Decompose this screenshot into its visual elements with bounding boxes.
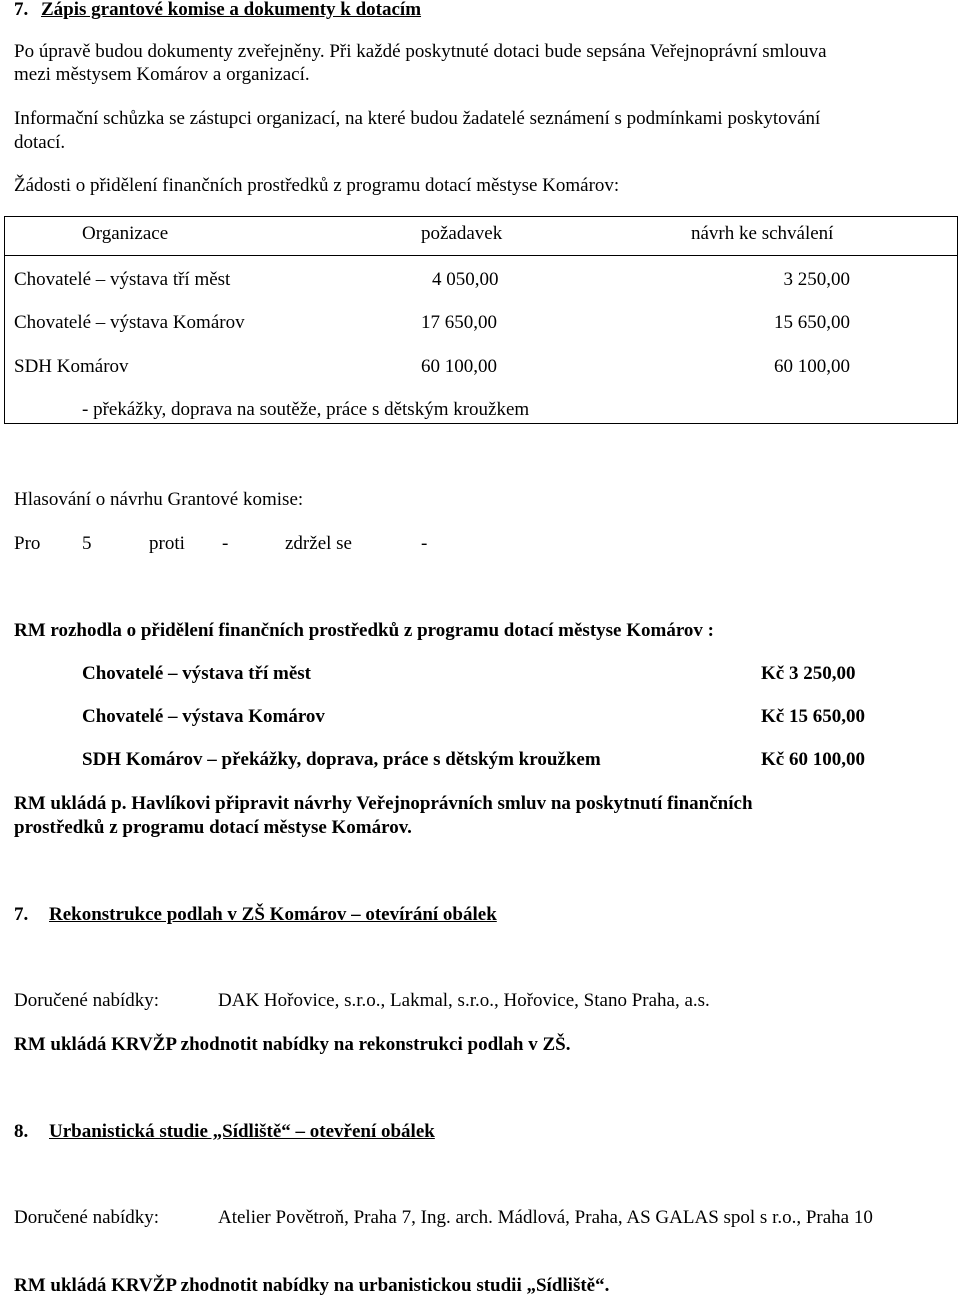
- table-cell-request: 60 100,00: [421, 356, 497, 377]
- table-header-request: požadavek: [421, 223, 503, 244]
- section-task: RM ukládá KRVŽP zhodnotit nabídky na rekonstrukci podlah v ZŠ.: [14, 1034, 571, 1055]
- table-cell-org: Chovatelé – výstava Komárov: [14, 312, 245, 333]
- offers-value: DAK Hořovice, s.r.o., Lakmal, s.r.o., Hořovice, Stano Praha, a.s.: [218, 990, 710, 1011]
- paragraph-line: Po úpravě budou dokumenty zveřejněny. Při každé poskytnuté dotaci bude sepsána Veřejnoprávní smlouva: [14, 41, 827, 62]
- decision-task-line: RM ukládá p. Havlíkovi připravit návrhy Veřejnoprávních smluv na poskytnutí finančních: [14, 793, 753, 814]
- decision-item-name: Chovatelé – výstava tří měst: [82, 663, 312, 684]
- decision-title: RM rozhodla o přidělení finančních prostředků z programu dotací městyse Komárov :: [14, 620, 714, 641]
- table-cell-request: 17 650,00: [421, 312, 497, 333]
- table-cell-proposal: 15 650,00: [774, 312, 850, 333]
- table-cell-request: 4 050,00: [432, 269, 499, 290]
- decision-item-amount: Kč 3 250,00: [761, 663, 856, 684]
- vote-pro-label: Pro: [14, 533, 41, 554]
- table-header-organization: Organizace: [82, 223, 169, 244]
- offers-label: Doručené nabídky:: [14, 1207, 160, 1228]
- section-number: 8.: [14, 1121, 29, 1142]
- table-cell-proposal: 3 250,00: [783, 269, 850, 290]
- requests-intro: Žádosti o přidělení finančních prostředků z programu dotací městyse Komárov:: [14, 175, 620, 196]
- decision-item-name: SDH Komárov – překážky, doprava, práce s dětským kroužkem: [82, 749, 601, 770]
- decision-task-line: prostředků z programu dotací městyse Komárov.: [14, 817, 412, 838]
- offers-label: Doručené nabídky:: [14, 990, 160, 1011]
- section-number: 7.: [14, 0, 29, 20]
- section-task: RM ukládá KRVŽP zhodnotit nabídky na urbanistickou studii „Sídliště“.: [14, 1275, 610, 1296]
- vote-zdrzel-value: -: [421, 533, 428, 554]
- paragraph-line: Informační schůzka se zástupci organizací, na které budou žadatelé seznámení s podmínkami poskytování: [14, 108, 821, 129]
- vote-zdrzel-label: zdržel se: [285, 533, 352, 554]
- decision-item-amount: Kč 60 100,00: [761, 749, 865, 770]
- vote-proti-value: -: [222, 533, 229, 554]
- table-divider: [5, 255, 957, 256]
- decision-item-amount: Kč 15 650,00: [761, 706, 865, 727]
- table-cell-org: Chovatelé – výstava tří měst: [14, 269, 231, 290]
- vote-pro-value: 5: [82, 533, 92, 554]
- section-heading: Urbanistická studie „Sídliště“ – otevření obálek: [49, 1121, 435, 1142]
- offers-value: Atelier Povětroň, Praha 7, Ing. arch. Mádlová, Praha, AS GALAS spol s r.o., Praha 10: [218, 1207, 873, 1228]
- paragraph-line: mezi městysem Komárov a organizací.: [14, 64, 310, 85]
- decision-item-name: Chovatelé – výstava Komárov: [82, 706, 325, 727]
- table-note: - překážky, doprava na soutěže, práce s dětským kroužkem: [82, 399, 530, 420]
- section-number: 7.: [14, 904, 29, 925]
- vote-title: Hlasování o návrhu Grantové komise:: [14, 489, 304, 510]
- paragraph-line: dotací.: [14, 132, 66, 153]
- section-heading: Rekonstrukce podlah v ZŠ Komárov – otevírání obálek: [49, 904, 497, 925]
- table-cell-org: SDH Komárov: [14, 356, 129, 377]
- section-heading: Zápis grantové komise a dokumenty k dotacím: [41, 0, 422, 20]
- table-cell-proposal: 60 100,00: [774, 356, 850, 377]
- vote-proti-label: proti: [149, 533, 185, 554]
- table-header-proposal: návrh ke schválení: [691, 223, 834, 244]
